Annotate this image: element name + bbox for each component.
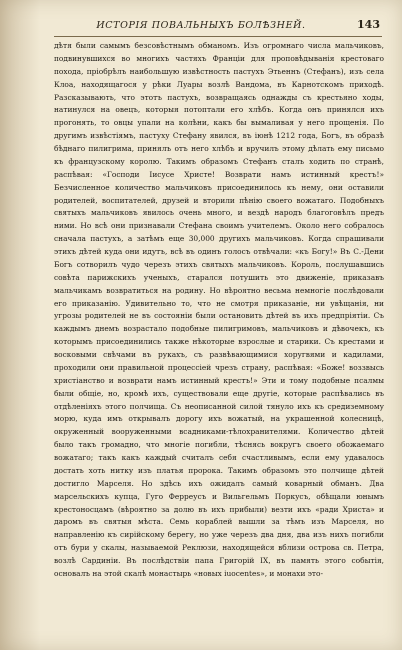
binding-shadow <box>0 0 40 650</box>
body-text <box>54 40 384 642</box>
paragraph: дѣтя были самымъ безсовѣстнымъ обманомъ. Изъ огромнаго числа мальчиковъ, подвинувшихся во многихъ частяхъ Франціи для проповѣдыванія крестоваго похода, пріобрѣлъ наибольшую извѣстность пастухъ Этьеннъ (Стефанъ), изъ села Клоа, находящагося у рѣки Луары возлѣ Вандома, въ Карнотскомъ приходѣ. Разсказывають, что этотъ пастухъ, возвращаясь однажды съ крестьяно ходы, натинулся на овецъ, которыя потоптали его хлѣбъ. Когда онъ принялся ихъ прогонять, то овцы упали на колѣни, какъ бы вымаливая у него прощенія. По другимъ извѣстіямъ, пастуху Стефану явился, въ іюнѣ 1212 года, Богъ, въ образѣ бѣднаго пилигрима, принялъ отъ него хлѣбъ и вручилъ этому дѣлать ему письмо къ французскому королю. Такимъ образомъ Стефанъ сталъ ходить по странѣ, распѣвая: «Господи Іисусе Христе! Возврати намъ истинный крестъ!» Безчисленное количество мальчиковъ присоединилось къ нему, они оставили родителей, воспитателей, друзей и вторили пѣнію своего вожатаго. Подобныхъ святыхъ мальчиковъ явилось очень много, и вездѣ народъ благоговѣлъ предъ ними. Но всѣ они признавали Стефана своимъ учителемъ. Около него собралось сначала пастухъ, а затѣмъ еще 30,000 другихъ мальчиковъ. Когда спрашивали этихъ дѣтей куда они идутъ, всѣ въ одинъ голосъ отвѣчали: «къ Богу!» Въ С.-Дени Богъ сотворилъ чудо черезъ этихъ святыхъ мальчиковъ. Король, послушавшись совѣта парижскихъ ученыхъ, старался потушить это движеніе, приказавъ мальчикамъ возвратиться на родину. Но вѣроятно весьма немногіе послѣдовали его приказанію. Удивительно то, что не смотря приказаніе, ни увѣщанія, ни угрозы родителей не въ состояніи были остановить дѣтей въ ихъ предпріятіи. Съ каждымъ днемъ возрастало подобные пилигримовъ, мальчиковъ и дѣвочекъ, къ которымъ присоединились также нѣкоторые взрослые и старики. Съ крестами и восковыми свѣчами въ рукахъ, съ развѣвающимися хоругвями и кадилами, проходили они правильной процессіей чрезъ страну, распѣвая: «Боже! воззвысь христіанство и возврати намъ истинный крестъ!» Эти и тому подобные псалмы были общіе, но, кромѣ ихъ, существовали еще другіе, которые распѣвались въ отдѣленіяхъ этого полчища. Съ неописанной силой тянуло ихъ къ средиземному морю, куда имъ открывалъ дорогу ихъ вожатый, на украшенной колесницѣ, окруженный вооруженными всадниками-тѣлохранителями. Количество дѣтей было такъ громадно, что многіе погибли, тѣснясь вокругъ своего обожаемаго вожатаго; такъ какъ каждый считалъ себя счастливымъ, если ему удавалось достать хоть нитку изъ платья пророка. Такимъ образомъ это полчище дѣтей достигло Марселя. Но здѣсь ихъ ожидалъ самый коварный обманъ. Два марсельскихъ купца, Гуго Ферреусъ и Вильгельмъ Поркусъ, обѣщали юнымъ крестоносцамъ (вѣроятно за долю въ ихъ прибыли) везти ихъ «ради Христа» и даромъ въ святыя мѣста. Семь кораблей вышли за тѣмъ изъ Марселя, но направленію къ сирійскому берегу, но уже черезъ два дня, два изъ нихъ погибли отъ бури у скалы, называемой Реклюзи, находящейся вблизи острова св. Петра, возлѣ Сардиніи. Въ послѣдствіи папа Григорій IX, въ память этого событія, основалъ на этой скалѣ монастырь «новых iuocentes», и монахи это- <box>54 41 384 578</box>
running-title: ИСТОРІЯ ПОВАЛЬНЫХЪ БОЛѢЗНЕЙ. <box>96 20 306 31</box>
header-rule <box>54 36 382 37</box>
page-header <box>0 20 402 34</box>
page-number: 143 <box>357 18 380 31</box>
